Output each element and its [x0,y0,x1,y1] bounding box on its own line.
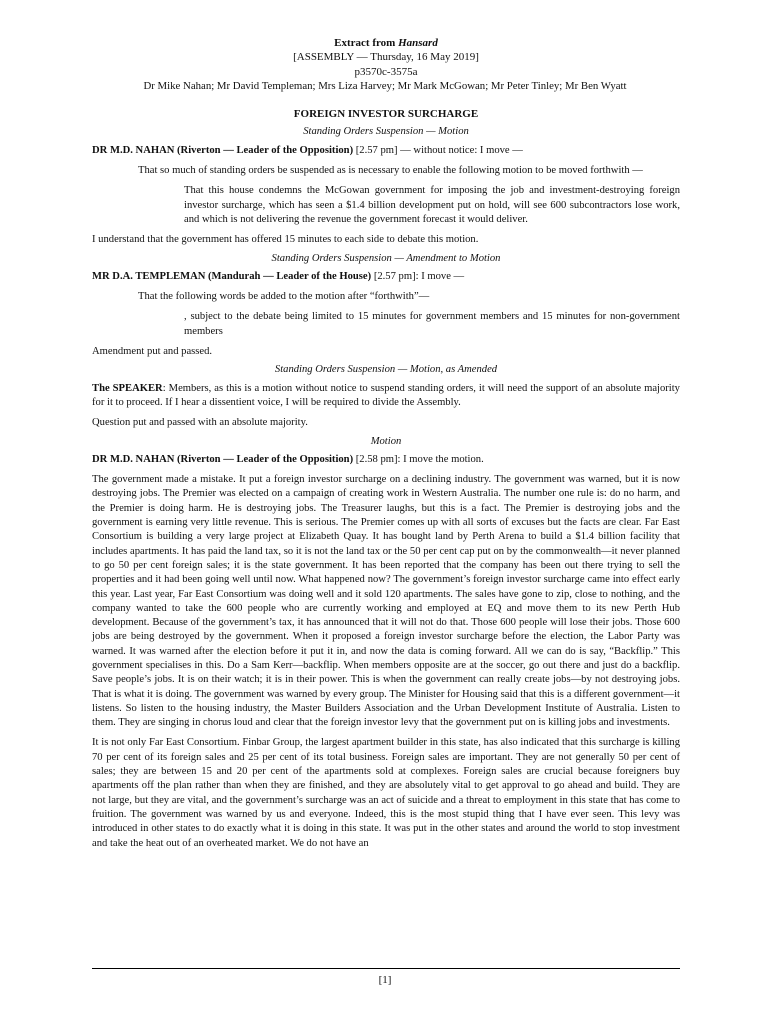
members-list: Dr Mike Nahan; Mr David Templeman; Mrs Liza Harvey; Mr Mark McGowan; Mr Peter Tinley; Mr Ben Wyatt [143,79,627,92]
motion-text: That this house condemns the McGowan government for imposing the job and investment-destroying foreign investor surcharge, which has seen a $1.4 billion development put on hold, will see 600 subcontractors lose work, and which is not delivering the revenue the government forecast it would deliver. [184,185,680,225]
speech-speaker [92,382,680,411]
speaker-name: DR M.D. NAHAN (Riverton — Leader of the Opposition) [92,453,354,465]
debate-time-note: I understand that the government has offered 15 minutes to each side to debate this motion. [92,234,479,246]
amendment-preamble: That the following words be added to the motion after “forthwith”— [138,291,430,303]
speech-text: [2.57 pm]: I move — [371,270,465,282]
speech-nahan-move [92,453,680,467]
speaker-name: MR D.A. TEMPLEMAN (Mandurah — Leader of the House) [92,270,372,282]
speaker-name: The SPEAKER [92,382,163,394]
speech-nahan-intro [92,144,680,158]
extract-heading [92,36,680,50]
page-number: [1] [378,974,392,986]
page-range: p3570c-3575a [354,65,418,78]
motion-preamble: That so much of standing orders be suspended as is necessary to enable the following motion to be moved forthwith — [138,165,643,177]
question-result: Question put and passed with an absolute majority. [92,417,308,429]
speaker-name: DR M.D. NAHAN (Riverton — Leader of the Opposition) [92,144,354,156]
speech-paragraph: The government made a mistake. It put a foreign investor surcharge on a declining industry. The government was warned, but it is now destroying jobs. The Premier was elected on a campaign of creating work in Western Australia. The number one rule is: do no harm, and the Premier is doing harm. He is destroying jobs. The Treasurer laughs, but this is a fact. The Premier is destroying jobs and the government is earning very little revenue. This is serious. The Premier comes up with all sorts of excuses but the facts are clear. Far East Consortium is building a very large project at Elizabeth Quay. It has bought land by Perth Arena to build a $1.4 billion facility that includes apartments. It has paid the land tax, so it is not the land tax or the 50 per cent cap put on by the commonwealth—it never planned to go 50 per cent foreign sales; it is the state government. It has been reported that the company has been out there trying to sell the properties and it had been going well until now. What happened now? The government’s foreign investor surcharge came into effect early this year. Last year, Far East Consortium was doing well and it sold 120 apartments. The sales have gone to zip, close to nothing, and the company wanted to take the 600 people who are currently working and employed at EQ and move them to its new Perth Hub development. Because of the government’s tax, it has announced that it will not do that. Those 600 people will lose their jobs. Those 600 jobs are being destroyed by the government. When it proposed a foreign investor surcharge before the election, the Labor Party was warned. It was warned after the election before it put it in, and now the data is coming forward. All we can do is say, “Backflip.” This government specialises in this. Do a Sam Kerr—backflip. When members opposite are at the soccer, go out there and just do a backflip. Save people’s jobs. It is on their watch; it is in their power. This is when the government can really create jobs—by not destroying jobs. That is what it is doing. The government was warned by every group. The Minister for Housing said that this is a different government—it listens. So listen to the housing industry, the Master Builders Association and the Urban Development Institute of Australia. Listen to them. They are singing in chorus loud and clear that the foreign investor levy that the government put on is killing jobs and investments. [92,474,680,729]
subheading-motion-final: Motion [370,435,402,447]
assembly-date: [ASSEMBLY — Thursday, 16 May 2019] [293,51,479,64]
footer-rule [92,968,680,969]
extract-source: Hansard [398,37,438,49]
speech-paragraph: It is not only Far East Consortium. Finbar Group, the largest apartment builder in this state, has also indicated that this surcharge is killing 70 per cent of its foreign sales and 25 per cent of its total business. Foreign sales are important. They are not generally 50 per cent of sales; they are between 15 and 20 per cent of the apartments sold at complexes. Foreign sales are crucial because foreigners buy apartments off the plan rather than when they are finished, and they are absolutely vital to get approval to go ahead and build. They are not large, but they are vital, and the government’s surcharge was an act of suicide and a threat to employment in this state that has come to fruition. The government was warned by us and everyone. Indeed, this is the most stupid thing that I have ever seen. This levy was introduced in other states to do exactly what it is doing in this state. It was put in the other states and around the world to stop investment and take the heat out of an overheated market. We do not have an [92,737,680,849]
speech-text: [2.57 pm] — without notice: I move — [353,144,523,156]
speech-text: [2.58 pm]: I move the motion. [353,453,484,465]
amendment-result: Amendment put and passed. [92,346,213,358]
subheading-amended: Standing Orders Suspension — Motion, as Amended [274,364,498,376]
document-page [92,36,680,851]
extract-prefix: Extract from [334,37,399,49]
subheading-amendment: Standing Orders Suspension — Amendment to Motion [271,252,501,264]
document-title: FOREIGN INVESTOR SURCHARGE [293,108,479,121]
speech-templeman [92,270,680,284]
subheading-motion: Standing Orders Suspension — Motion [303,126,469,138]
amendment-text: , subject to the debate being limited to 15 minutes for government members and 15 minutes for non-government members [184,311,680,337]
speech-text: : Members, as this is a motion without notice to suspend standing orders, it will need the support of an absolute majority for it to proceed. If I hear a dissentient voice, I will be required to divide the Assembly. [92,382,680,408]
